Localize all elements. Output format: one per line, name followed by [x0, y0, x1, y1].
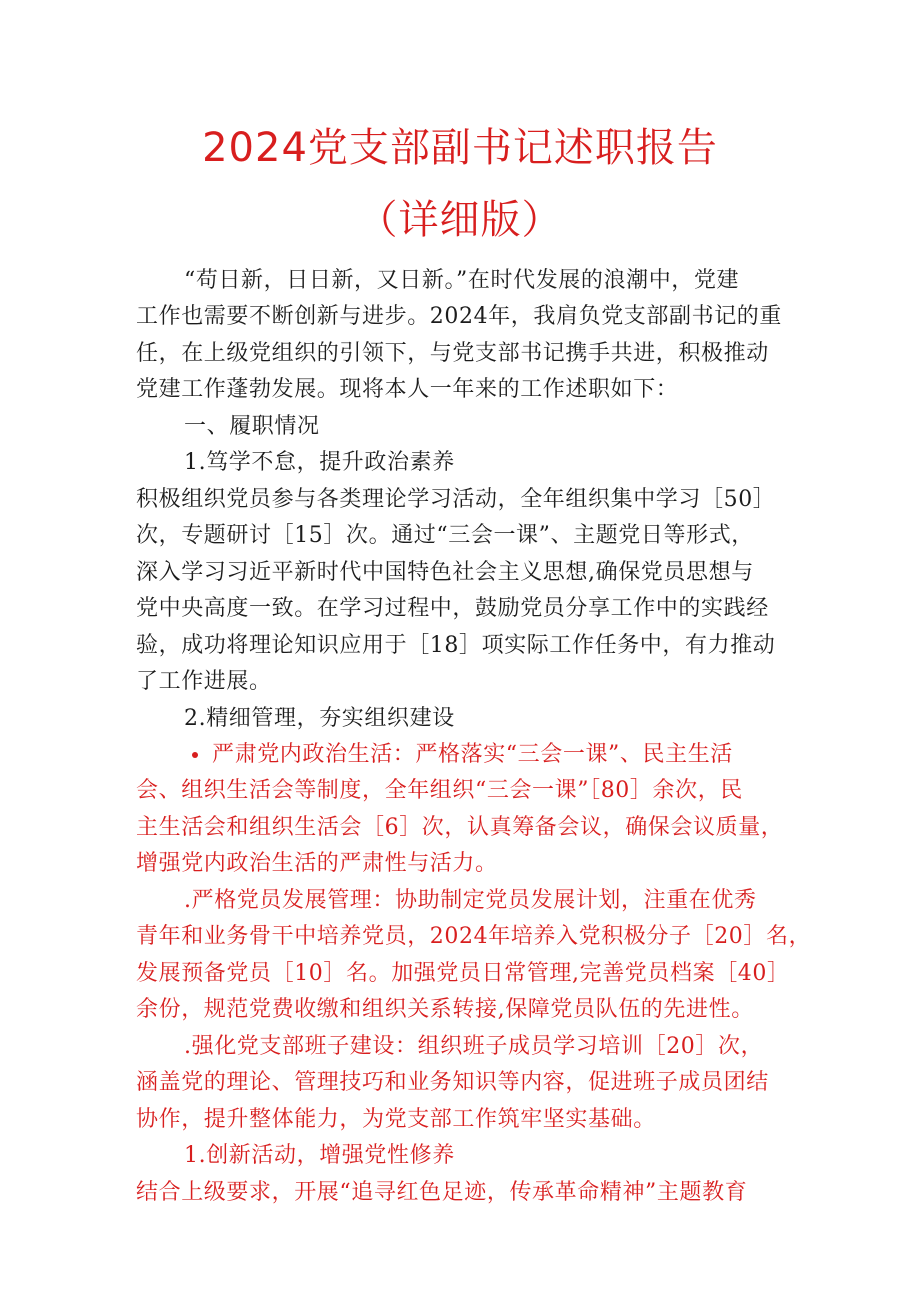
- item-heading: 1.创新活动，增强党性修养: [184, 1143, 455, 1168]
- item-heading: 2.精细管理，夯实组织建设: [184, 706, 455, 731]
- sub-item-line: 青年和业务骨干中培养党员，2024年培养入党积极分子［20］名，: [136, 924, 812, 949]
- body-line: 结合上级要求，开展“追寻红色足迹，传承革命精神”主题教育: [136, 1180, 748, 1205]
- sub-item-line: [190, 740, 733, 770]
- document-subtitle: （详细版）: [357, 197, 563, 243]
- body-line: 验，成功将理论知识应用于［18］项实际工作任务中，有力推动: [136, 633, 776, 658]
- sub-item-text: 严肃党内政治生活：严格落实“三会一课”、民主生活: [212, 742, 733, 767]
- body-line: 次，专题研讨［15］次。通过“三会一课”、主题党日等形式，: [136, 523, 754, 548]
- sub-item-line: .严格党员发展管理：协助制定党员发展计划，注重在优秀: [184, 888, 757, 913]
- sub-item-line: 协作，提升整体能力，为党支部工作筑牢坚实基础。: [136, 1107, 656, 1132]
- sub-item-line: 涵盖党的理论、管理技巧和业务知识等内容，促进班子成员团结: [136, 1070, 769, 1095]
- sub-item-line: 发展预备党员［10］名。加强党员日常管理,完善党员档案［40］: [136, 961, 790, 986]
- bullet-icon: [192, 752, 198, 758]
- intro-line: 任，在上级党组织的引领下，与党支部书记携手共进，积极推动: [136, 341, 769, 366]
- section-heading: 一、履职情况: [184, 414, 320, 439]
- item-heading: 1.笃学不怠，提升政治素养: [184, 450, 455, 475]
- body-line: 积极组织党员参与各类理论学习活动，全年组织集中学习［50］: [136, 487, 776, 512]
- sub-item-line: 余份，规范党费收缴和组织关系转接,保障党员队伍的先进性。: [136, 997, 754, 1022]
- sub-item-line: .强化党支部班子建设：组织班子成员学习培训［20］次，: [184, 1034, 764, 1059]
- body-line: 了工作进展。: [136, 669, 272, 694]
- intro-line: “苟日新，日日新，又日新。”在时代发展的浪潮中，党建: [184, 268, 740, 293]
- sub-item-line: 主生活会和组织生活会［6］次，认真筹备会议，确保会议质量，: [136, 815, 784, 840]
- body-line: 深入学习习近平新时代中国特色社会主义思想,确保党员思想与: [136, 560, 754, 585]
- sub-item-line: 增强党内政治生活的严肃性与活力。: [136, 851, 498, 876]
- document-title: 2024党支部副书记述职报告: [202, 125, 718, 171]
- sub-item-line: 会、组织生活会等制度，全年组织“三会一课”［80］余次，民: [136, 778, 743, 803]
- body-line: 党中央高度一致。在学习过程中，鼓励党员分享工作中的实践经: [136, 596, 769, 621]
- intro-line: 工作也需要不断创新与进步。2024年，我肩负党支部副书记的重: [136, 304, 782, 329]
- intro-line: 党建工作蓬勃发展。现将本人一年来的工作述职如下：: [136, 377, 679, 402]
